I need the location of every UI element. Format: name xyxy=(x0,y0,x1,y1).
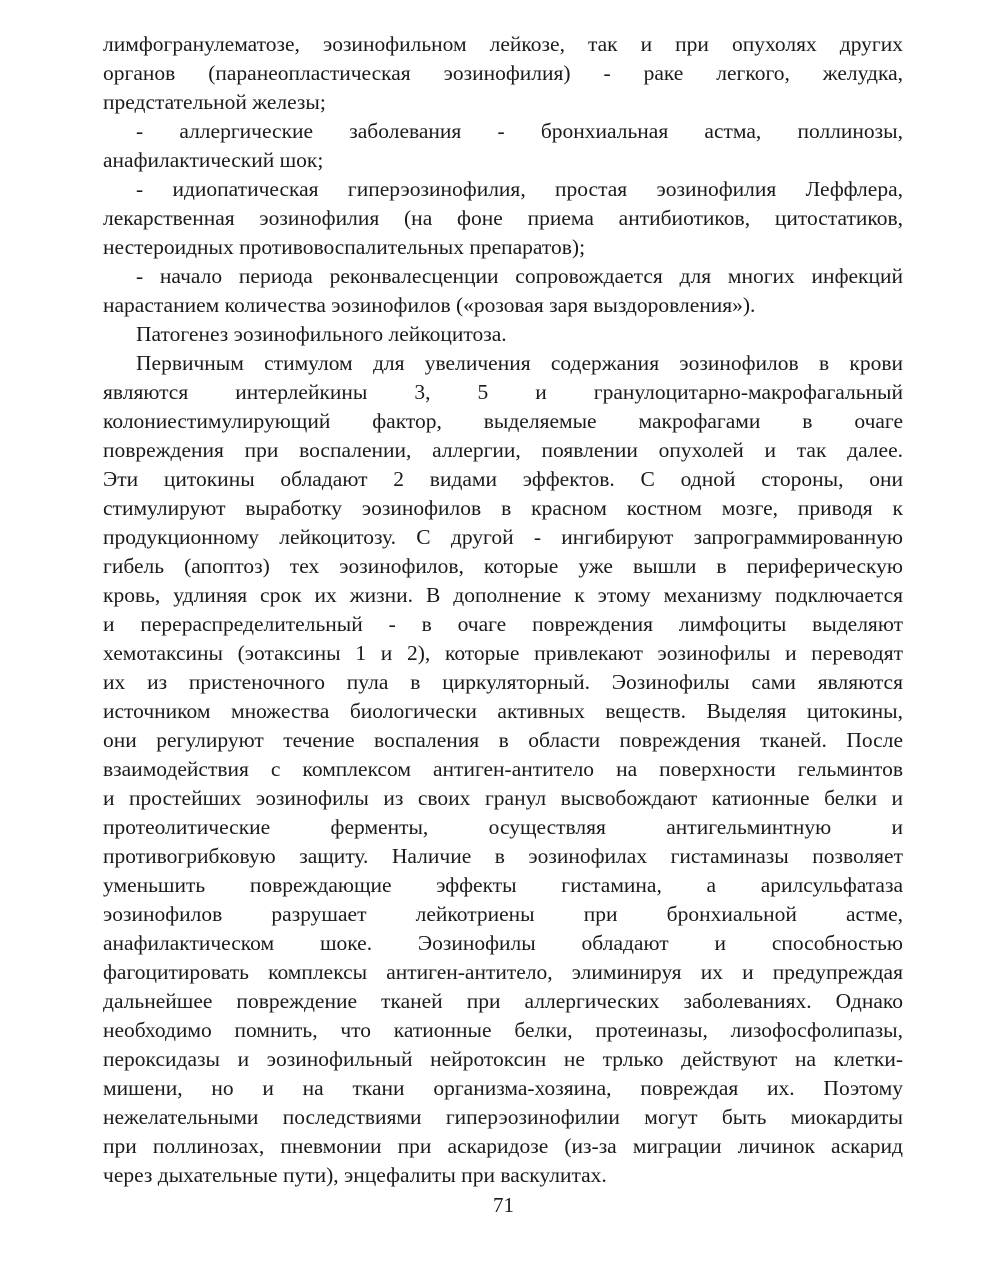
text-line: уменьшить повреждающие эффекты гистамина, а арилсульфатаза xyxy=(103,873,903,897)
text-line: пероксидазы и эозинофильный нейротоксин не трлько действуют на клетки- xyxy=(103,1047,903,1071)
paragraph xyxy=(103,117,903,175)
text-line: протеолитические ферменты, осуществляя антигельминтную и xyxy=(103,815,903,839)
text-line: Первичным стимулом для увеличения содержания эозинофилов в крови xyxy=(136,351,903,375)
text-line: источником множества биологически активных веществ. Выделяя цитокины, xyxy=(103,699,903,723)
page-body xyxy=(103,30,903,1190)
text-line: органов (паранеопластическая эозинофилия) - раке легкого, желудка, xyxy=(103,61,903,85)
text-line: предстательной железы; xyxy=(103,90,326,114)
paragraph xyxy=(103,262,903,320)
text-line: анафилактический шок; xyxy=(103,148,324,172)
text-line: необходимо помнить, что катионные белки, протеиназы, лизофосфолипазы, xyxy=(103,1018,903,1042)
paragraph xyxy=(103,175,903,262)
text-line: - идиопатическая гиперэозинофилия, простая эозинофилия Леффлера, xyxy=(136,177,903,201)
text-line: нестероидных противовоспалительных препаратов); xyxy=(103,235,586,259)
text-line: являются интерлейкины 3, 5 и гранулоцитарно-макрофагальный xyxy=(103,380,903,404)
text-line: - аллергические заболевания - бронхиальная астма, поллинозы, xyxy=(136,119,903,143)
text-line: лекарственная эозинофилия (на фоне приема антибиотиков, цитостатиков, xyxy=(103,206,903,230)
text-line: анафилактическом шоке. Эозинофилы обладают и способностью xyxy=(103,931,903,955)
text-line: они регулируют течение воспаления в области повреждения тканей. После xyxy=(103,728,903,752)
text-line: их из пристеночного пула в циркуляторный. Эозинофилы сами являются xyxy=(103,670,903,694)
section-heading xyxy=(103,320,903,349)
paragraph xyxy=(103,30,903,117)
text-line: нежелательными последствиями гиперэозинофилии могут быть миокардиты xyxy=(103,1105,903,1129)
text-line: кровь, удлиняя срок их жизни. В дополнение к этому механизму подключается xyxy=(103,583,903,607)
text-line: повреждения при воспалении, аллергии, появлении опухолей и так далее. xyxy=(103,438,903,462)
text-line: эозинофилов разрушает лейкотриены при бронхиальной астме, xyxy=(103,902,903,926)
text-line: колониестимулирующий фактор, выделяемые макрофагами в очаге xyxy=(103,409,903,433)
text-line: противогрибковую защиту. Наличие в эозинофилах гистаминазы позволяет xyxy=(103,844,903,868)
text-line: Эти цитокины обладают 2 видами эффектов. С одной стороны, они xyxy=(103,467,903,491)
text-line: через дыхательные пути), энцефалиты при васкулитах. xyxy=(103,1163,607,1187)
text-line: Патогенез эозинофильного лейкоцитоза. xyxy=(136,322,507,346)
text-line: нарастанием количества эозинофилов («розовая заря выздоровления»). xyxy=(103,293,756,317)
text-line: стимулируют выработку эозинофилов в красном костном мозге, приводя к xyxy=(103,496,903,520)
text-line: взаимодействия с комплексом антиген-антитело на поверхности гельминтов xyxy=(103,757,903,781)
paragraph xyxy=(103,349,903,1190)
text-line: лимфогранулематозе, эозинофильном лейкозе, так и при опухолях других xyxy=(103,32,903,56)
text-line: - начало периода реконвалесценции сопровождается для многих инфекций xyxy=(136,264,903,288)
text-line: гибель (апоптоз) тех эозинофилов, которые уже вышли в периферическую xyxy=(103,554,903,578)
text-line: дальнейшее повреждение тканей при аллергических заболеваниях. Однако xyxy=(103,989,903,1013)
text-line: мишени, но и на ткани организма-хозяина, повреждая их. Поэтому xyxy=(103,1076,903,1100)
text-line: хемотаксины (эотаксины 1 и 2), которые привлекают эозинофилы и переводят xyxy=(103,641,903,665)
text-line: при поллинозах, пневмонии при аскаридозе (из-за миграции личинок аскарид xyxy=(103,1134,903,1158)
text-line: продукционному лейкоцитозу. С другой - ингибируют запрограммированную xyxy=(103,525,903,549)
text-line: фагоцитировать комплексы антиген-антитело, элиминируя их и предупреждая xyxy=(103,960,903,984)
page-number: 71 xyxy=(493,1193,514,1217)
text-line: и простейших эозинофилы из своих гранул высвобождают катионные белки и xyxy=(103,786,903,810)
text-line: и перераспределительный - в очаге повреждения лимфоциты выделяют xyxy=(103,612,903,636)
